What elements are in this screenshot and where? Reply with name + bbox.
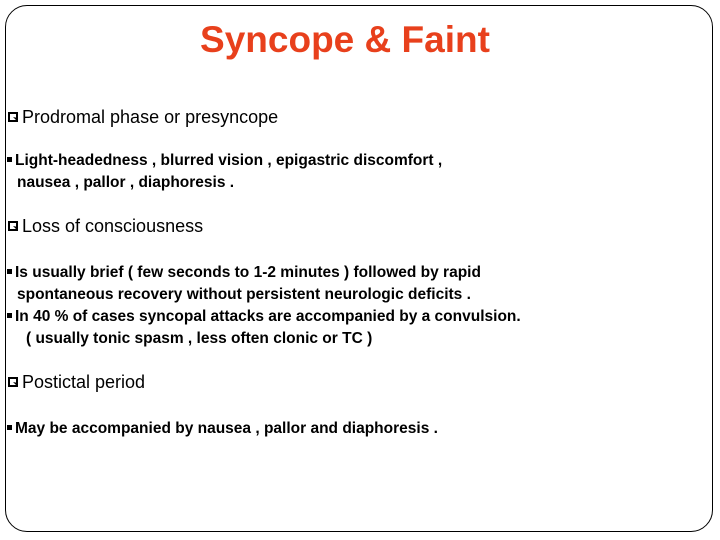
section-heading-text: Prodromal phase or presyncope (22, 107, 279, 127)
square-bullet-icon (7, 269, 12, 274)
paragraph-continuation: nausea , pallor , diaphoresis . (17, 174, 235, 191)
q-bullet-icon (8, 377, 18, 387)
paragraph (7, 418, 438, 440)
square-bullet-icon (7, 157, 12, 162)
paragraph-line: In 40 % of cases syncopal attacks are accompanied by a convulsion. (15, 308, 521, 325)
section-heading-text: Loss of consciousness (22, 216, 204, 236)
slide-title: Syncope & Faint (200, 19, 490, 60)
section-body-loss (7, 262, 521, 350)
paragraph (7, 262, 521, 284)
q-bullet-icon (8, 112, 18, 122)
paragraph-line: May be accompanied by nausea , pallor and diaphoresis . (15, 420, 438, 437)
square-bullet-icon (7, 425, 12, 430)
section-body-postictal (7, 418, 438, 440)
q-bullet-icon (8, 221, 18, 231)
section-body-prodromal (7, 150, 442, 194)
section-heading-loss (8, 215, 203, 237)
paragraph (7, 150, 442, 172)
square-bullet-icon (7, 313, 12, 318)
paragraph-line: Light-headedness , blurred vision , epigastric discomfort , (15, 152, 443, 169)
section-heading-prodromal (8, 106, 278, 128)
paragraph-line: Is usually brief ( few seconds to 1-2 minutes ) followed by rapid (15, 264, 481, 281)
paragraph-continuation: ( usually tonic spasm , less often clonic or TC ) (26, 330, 373, 347)
paragraph (7, 306, 521, 328)
section-heading-text: Postictal period (22, 372, 146, 392)
section-heading-postictal (8, 371, 145, 393)
paragraph-continuation: spontaneous recovery without persistent neurologic deficits . (17, 286, 471, 303)
